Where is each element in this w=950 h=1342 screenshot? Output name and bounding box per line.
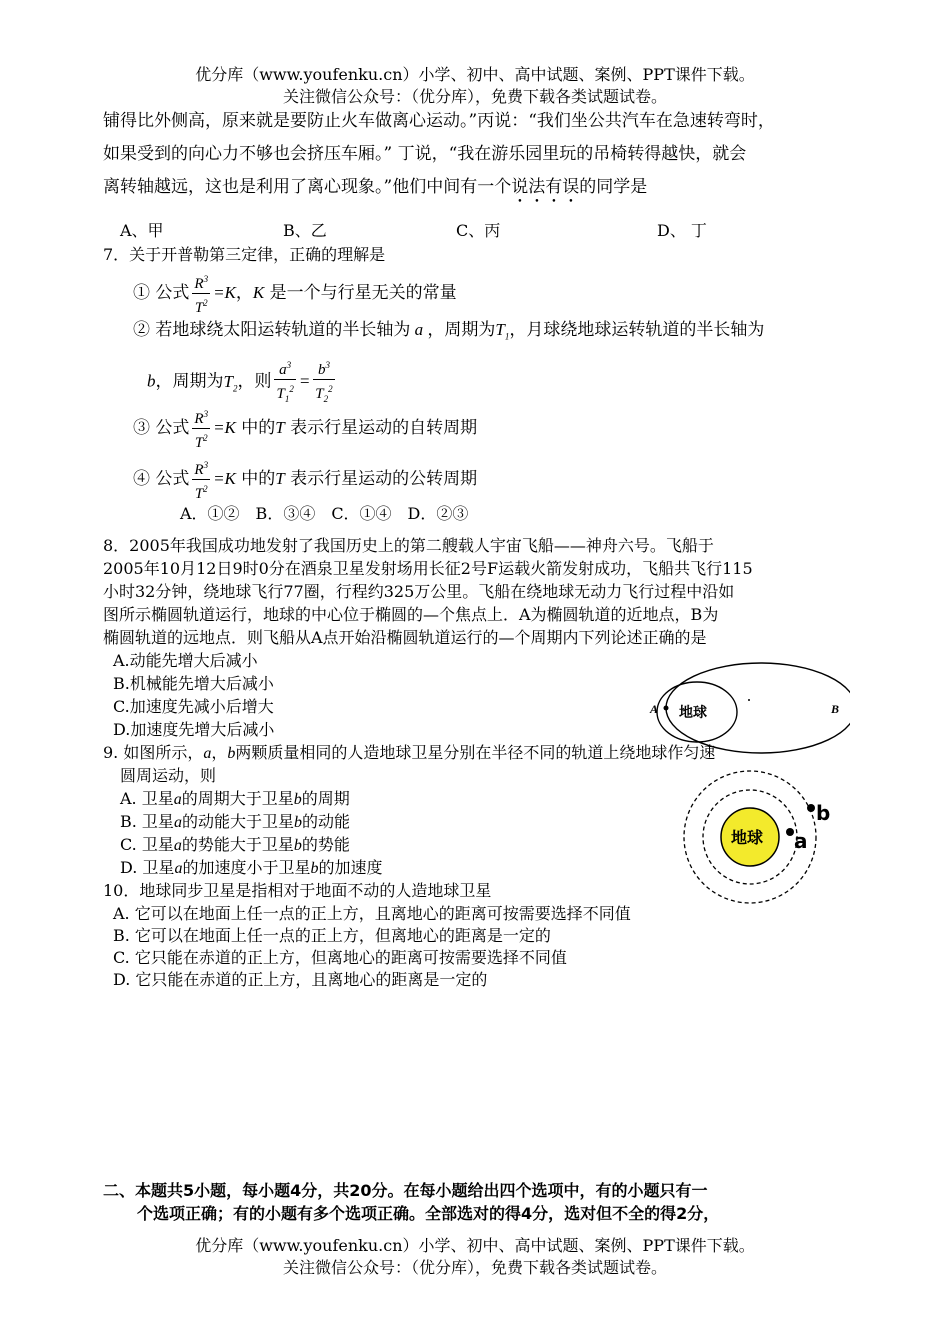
q8-line-3: 小时32分钟，绕地球飞行77圈，行程约325万公里。飞船在绕地球无动力飞行过程中沿如 <box>103 582 735 601</box>
satellite-a <box>786 828 794 836</box>
section-2-line-2: 个选项正确；有的小题有多个选项正确。全部选对的得4分，选对但不全的得2分， <box>137 1204 720 1223</box>
point-a-dot <box>664 706 669 711</box>
q6-line-3: 离转轴越远，这也是利用了离心现象。”他们中间有一个说法有误的同学是 <box>103 177 648 197</box>
earth-label: 地球 <box>679 705 707 721</box>
q7-options: A．①② B．③④ C．①④ D．②③ <box>180 504 469 523</box>
q9-option-b: B. 卫星a的动能大于卫星b的动能 <box>120 812 350 831</box>
q7-item-1: ① 公式 $\frac{R^3}{T^2}$ =K，K 是一个与行星无关的常量 <box>133 270 457 317</box>
focus-dot <box>748 699 750 701</box>
footer-line-2: 关注微信公众号：（优分库），免费下载各类试题试卷。 <box>282 1258 667 1277</box>
q8-option-c: C.加速度先减小后增大 <box>113 697 274 716</box>
q8-line-2: 2005年10月12日9时0分在酒泉卫星发射场用长征2号F运载火箭发射成功，飞船共飞行115 <box>103 559 753 578</box>
q10-stem: 10．地球同步卫星是指相对于地面不动的人造地球卫星 <box>103 881 492 900</box>
fraction-a3-t1: $\frac{a^3}{T_1^2}$ <box>274 356 295 408</box>
header-line-2: 关注微信公众号：（优分库），免费下载各类试题试卷。 <box>282 87 667 106</box>
q6-option-b: B、乙 <box>283 221 327 240</box>
q6-option-d: D、 丁 <box>657 221 707 240</box>
q6-option-a: A、甲 <box>120 221 164 240</box>
q9-line-1: 9. 如图所示，a，b两颗质量相同的人造地球卫星分别在半径不同的轨道上绕地球作匀速 <box>103 743 716 762</box>
q8-option-a: A.动能先增大后减小 <box>113 651 258 670</box>
label-a: a <box>794 829 808 853</box>
q10-option-a: A. 它可以在地面上任一点的正上方，且离地心的距离可按需要选择不同值 <box>113 904 631 923</box>
header-line-1: 优分库（www.youfenku.cn）小学、初中、高中试题、案例、PPT课件下载。 <box>195 65 755 84</box>
footer-line-1: 优分库（www.youfenku.cn）小学、初中、高中试题、案例、PPT课件下载。 <box>195 1236 755 1255</box>
section-2-line-1: 二、本题共5小题，每小题4分，共20分。在每小题给出四个选项中，有的小题只有一 <box>103 1181 708 1200</box>
q9-option-a: A. 卫星a的周期大于卫星b的周期 <box>120 789 350 808</box>
label-b: B <box>831 702 840 716</box>
fraction-b3-t2: $\frac{b^3}{T_2^2}$ <box>313 356 334 408</box>
label-b: b <box>816 801 831 825</box>
q8-line-5: 椭圆轨道的远地点．则飞船从A点开始沿椭圆轨道运行的—个周期内下列论述正确的是 <box>103 628 707 647</box>
q9-option-c: C. 卫星a的势能大于卫星b的势能 <box>120 835 350 854</box>
q8-option-b: B.机械能先增大后减小 <box>113 674 274 693</box>
q10-option-d: D. 它只能在赤道的正上方，且离地心的距离是一定的 <box>113 970 488 989</box>
q7-item-2-line-2: b，周期为$T_2$，则 $\frac{a^3}{T_1^2}$ = $\frac{b^3}{T_2^2}$ <box>147 356 338 408</box>
q6-option-c: C、丙 <box>456 221 501 240</box>
satellite-b <box>807 804 815 812</box>
q7-item-4: ④ 公式 $\frac{R^3}{T^2}$ =K 中的T 表示行星运动的公转周期 <box>133 456 477 503</box>
q9-line-2: 圆周运动，则 <box>120 766 217 785</box>
q10-option-b: B. 它可以在地面上任一点的正上方，但离地心的距离是一定的 <box>113 926 551 945</box>
fraction-r3-t2: $\frac{R^3}{T^2}$ <box>192 270 210 317</box>
q9-satellite-orbit-diagram <box>680 770 840 910</box>
q8-line-1: 8．2005年我国成功地发射了我国历史上的第二艘载人宇宙飞船——神舟六号。飞船于 <box>103 536 714 555</box>
q9-option-d: D. 卫星a的加速度小于卫星b的加速度 <box>120 858 383 877</box>
q6-line-2: 如果受到的向心力不够也会挤压车厢。” 丁说，“我在游乐园里玩的吊椅转得越快，就会 <box>103 144 747 164</box>
q7-stem: 7．关于开普勒第三定律，正确的理解是 <box>103 245 386 264</box>
q8-line-4: 图所示椭圆轨道运行，地球的中心位于椭圆的—个焦点上．A为椭圆轨道的近地点，B为 <box>103 605 719 624</box>
q8-option-d: D.加速度先增大后减小 <box>113 720 275 739</box>
q6-line-1: 铺得比外侧高，原来就是要防止火车做离心运动。”丙说：“我们坐公共汽车在急速转弯时， <box>103 111 775 131</box>
q10-option-c: C. 它只能在赤道的正上方，但离地心的距离可按需要选择不同值 <box>113 948 567 967</box>
q7-item-2-line-1: ② 若地球绕太阳运转轨道的半长轴为 a ，周期为$T_1$，月球绕地球运转轨道的半长轴为 <box>133 320 765 342</box>
label-a: A <box>650 702 659 716</box>
emphasis-wrong-statement: 说法有误 <box>511 177 580 197</box>
q7-item-3: ③ 公式 $\frac{R^3}{T^2}$ =K 中的T 表示行星运动的自转周期 <box>133 405 477 452</box>
earth-label: 地球 <box>731 828 764 847</box>
